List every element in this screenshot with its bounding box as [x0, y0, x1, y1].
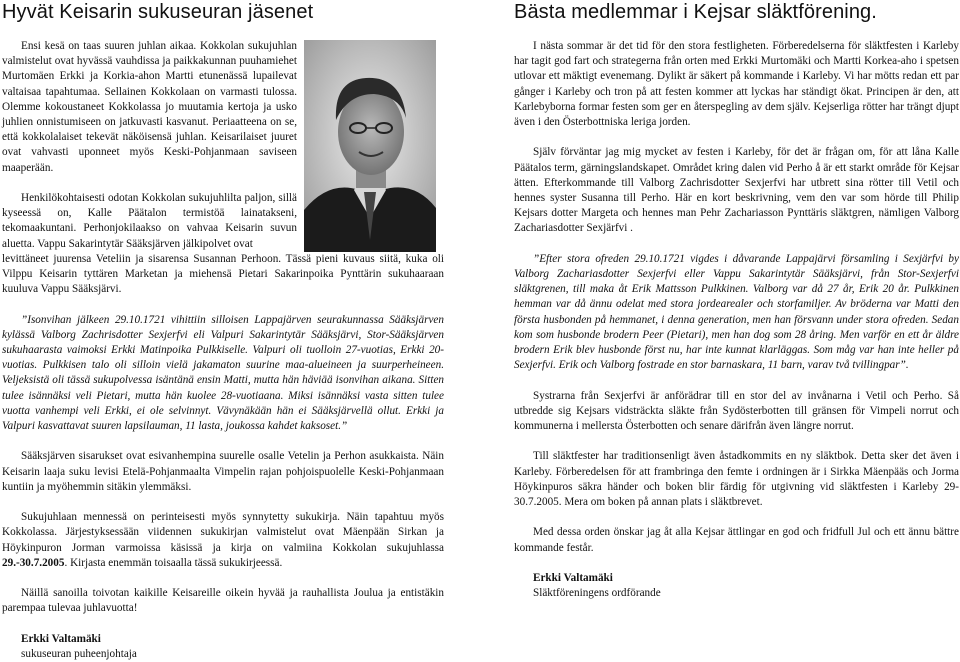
- finnish-quote: [2, 313, 444, 435]
- finnish-paragraph-4-end: . Kirjasta enemmän toisaalla tässä sukukirjeessä.: [64, 556, 283, 569]
- swedish-quote: [514, 252, 959, 374]
- finnish-paragraph-2a: Henkilökohtaisesti odotan Kokkolan sukujuhlilta paljon, sillä kyseessä on, Kalle Päätalon termistöä lainatakseni, tekomaakuntani. Perhonjokilaakso on vahvaa Keisarin suvun aluetta. Vappu Sakarintytär Sääksjärven jälkipolvet ovat: [2, 192, 297, 250]
- swedish-quote-text: ”Efter stora ofreden 29.10.1721 vigdes i dåvarande Lappajärvi församling i Sexjärfvi by Valborg Zachariasdotter Sexjerfvi eller Vappu Sakarintytär Sääksjärvi, från Stor-Sexjerfvi släktgrenen, till maka åt Erik Mattsson Pulkkinen. Valborg var då 27 år, Erik 20 år. Pulkkinen hemman var då ännu odelat med stora jordearealer och storfamiljer. Av bröderna var Matti den första husbonden på hemmanet, i denna generation, men han försvann under stora ofreden. Sedan kom som husbonde brodern Peer (Pietari), men han dog som 28 åring. Men varför en ett år äldre brodern Erik blev husbonde först nu, har inte kunnat klarläggas. Som måg var han inte heller på Sexjerfvi. Erik och Valborg fostrade en stor barnaskara, 11 barn, varav två tvillingpar”.: [514, 252, 959, 372]
- swedish-paragraph-1: I nästa sommar är det tid för den stora festligheten. Förberedelserna för släktfesten i Karleby har tagit god fart och strategerna från orten med Erkki Murtomäki och Martti Korkea-aho i spetsen utlovar ett mäktigt evenemang. Dylikt är säkert på kommande i Karleby. Vi har mötts redan ett par gånger i Karleby och tron på att festen kommer att lyckas har ständigt ökat. Principen är den, att Karlebyborna formar festen som ger en återspegling av dem själv. Kejserliga rötter har trängt djupt även i den Österbottniska leriga jorden.: [514, 40, 959, 129]
- finnish-quote-text: ”Isonvihan jälkeen 29.10.1721 vihittiin silloisen Lappajärven seurakunnassa Sääksjärven kylässä Valborg Zachrisdotter Sexjerfvi eli Valpuri Sakarintytär Sääksjärvi, Stor-Sääksjärven sukuhaarasta vaimoksi Erkki Matinpoika Pulkkiselle. Valpuri oli tuolloin 27-vuotias, Erkki 20-vuotias. Pulkkisen talo oli silloin vielä jakamaton suurine maa-alueineen ja suurperheineen. Veljeksistä oli tässä sukupolvessa isäntänä ensin Matti, mutta hän häviää isonvihan aikana. Sitten tulee isännäksi veli Pietari, mutta hän kuolee 28-vuotiaana. Miksi isännäksi vasta sitten tulee vuotta vanhempi veli Erkki, ei ole selvinnyt. Vävynäkään hän ei Sääksjärvellä ollut. Erkki ja Valpuri kasvattavat suuren lapsilauman, 11 lasta, joukossa kahdet kaksoset.”: [2, 313, 444, 433]
- swedish-signature-name: Erkki Valtamäki: [533, 572, 613, 585]
- finnish-signature-role: sukuseuran puheenjohtaja: [21, 648, 137, 661]
- finnish-paragraph-2b: levittäneet juurensa Veteliin ja sisarensa Susannan Perhoon. Tässä pieni kuvaus siitä, kuka oli Vilppu Keisarin tyttären Marketan ja miehensä Pietari Sakarinpoika Pynttärin sukuhaaraan kuuluva Vappu Sääksjärvi.: [2, 252, 444, 296]
- swedish-title: Bästa medlemmar i Kejsar släktförening.: [514, 1, 877, 23]
- finnish-book-date: 29.-30.7.2005: [2, 556, 65, 569]
- finnish-signature: [2, 632, 444, 647]
- finnish-paragraph-4-text: Sukujuhlaan mennessä on perinteisesti myös synnytetty sukukirja. Näin tapahtuu myös Kokkolassa. Järjestyksessään viidennen sukukirjan valmistelut ovat Mäenpään Sirkan ja Höykinpuron Jorman varmoissa käsissä ja kirja on valmiina Kokkolan sukujuhlassa: [2, 511, 444, 554]
- finnish-title: Hyvät Keisarin sukuseuran jäsenet: [2, 1, 314, 23]
- finnish-paragraph-5: Näillä sanoilla toivotan kaikille Keisareille oikein hyvää ja rauhallista Joulua ja entistäkin parempaa tulevaa juhlavuotta!: [2, 587, 444, 615]
- finnish-paragraph-1: Ensi kesä on taas suuren juhlan aikaa. Kokkolan sukujuhlan valmistelut ovat hyvässä vauhdissa ja paikkakunnan puuhamiehet Murtomäen Erkki ja Korkia-ahon Martti etunenässä lupailevat valtaisaa tapahtumaa. Sellainen Kokkolaan on varmasti tulossa. Olemme kokoustaneet Kokkolassa jo muutamia kertoja ja usko juhlien onnistumiseen on jatkuvasti kasvanut. Periaatteena on se, että kokkolalaiset tekevät näköisensä juhlan. Keisarilaiset juuret ovat vahvasti uponneet myös Keski-Pohjanmaan saviseen maaperään.: [2, 40, 297, 174]
- finnish-signature-name: Erkki Valtamäki: [21, 632, 101, 645]
- finnish-paragraph-3: Sääksjärven sisarukset ovat esivanhempina suurelle osalle Vetelin ja Perhon asukkaista. Näin Keisarin laaja suku levisi Etelä-Pohjanmaalta Vimpelin rajan pohjoispuolelle Keski-Pohjanmaan kuntiin ja myöhemmin sitäkin ylemmäksi.: [2, 450, 444, 493]
- finnish-column: [2, 39, 444, 662]
- swedish-paragraph-5: Med dessa orden önskar jag åt alla Kejsar ättlingar en god och fridfull Jul och ett ännu bättre kommande festår.: [514, 526, 959, 554]
- swedish-signature-role: Släktföreningens ordförande: [533, 587, 661, 600]
- swedish-paragraph-3: Systrarna från Sexjerfvi är anförädrar till en stor del av invånarna i Vetil och Perho. Så utbredde sig Kejsars vidsträckta släkte från Sydösterbotten till gränsen för Vimpeli norrut och kommunerna i mellersta Österbotten och senare därifrån även längre norrut.: [514, 389, 959, 433]
- swedish-paragraph-4: Till släktfester har traditionsenligt även åstadkommits en ny släktbok. Detta sker det även i Karleby. Förberedelsen för att frambringa den femte i ordningen är i Sirkka Mäenpääs och Jorma Höykinpuros säkra händer och boken blir färdig för utgivning vid släktfesten i Karleby 29-30.7.2005. Mera om boken på annan plats i släktbrevet.: [514, 450, 959, 509]
- swedish-column: [514, 39, 959, 601]
- swedish-paragraph-2: Själv förväntar jag mig mycket av festen i Karleby, för det är frågan om, för att låna Kalle Päätalos term, gärningslandskapet. Området kring dalen vid Perho å är ett starkt område för Kejsar ätten. Efterkommande till Valborg Zachrisdotter Sexjerfvi har utbrett sina rötter till Vetil och hennes syster Susanna till Perho. Här en kort beskrivning, vem den var som hörde till Philip Kejsars dotter Margeta och hennes man Pehr Zachariasson Pynttäris släktgren, nämligen Valborg Zachariasdotter Sexjärfvi .: [514, 146, 959, 235]
- swedish-signature: [514, 571, 959, 586]
- finnish-paragraph-4: [2, 510, 444, 571]
